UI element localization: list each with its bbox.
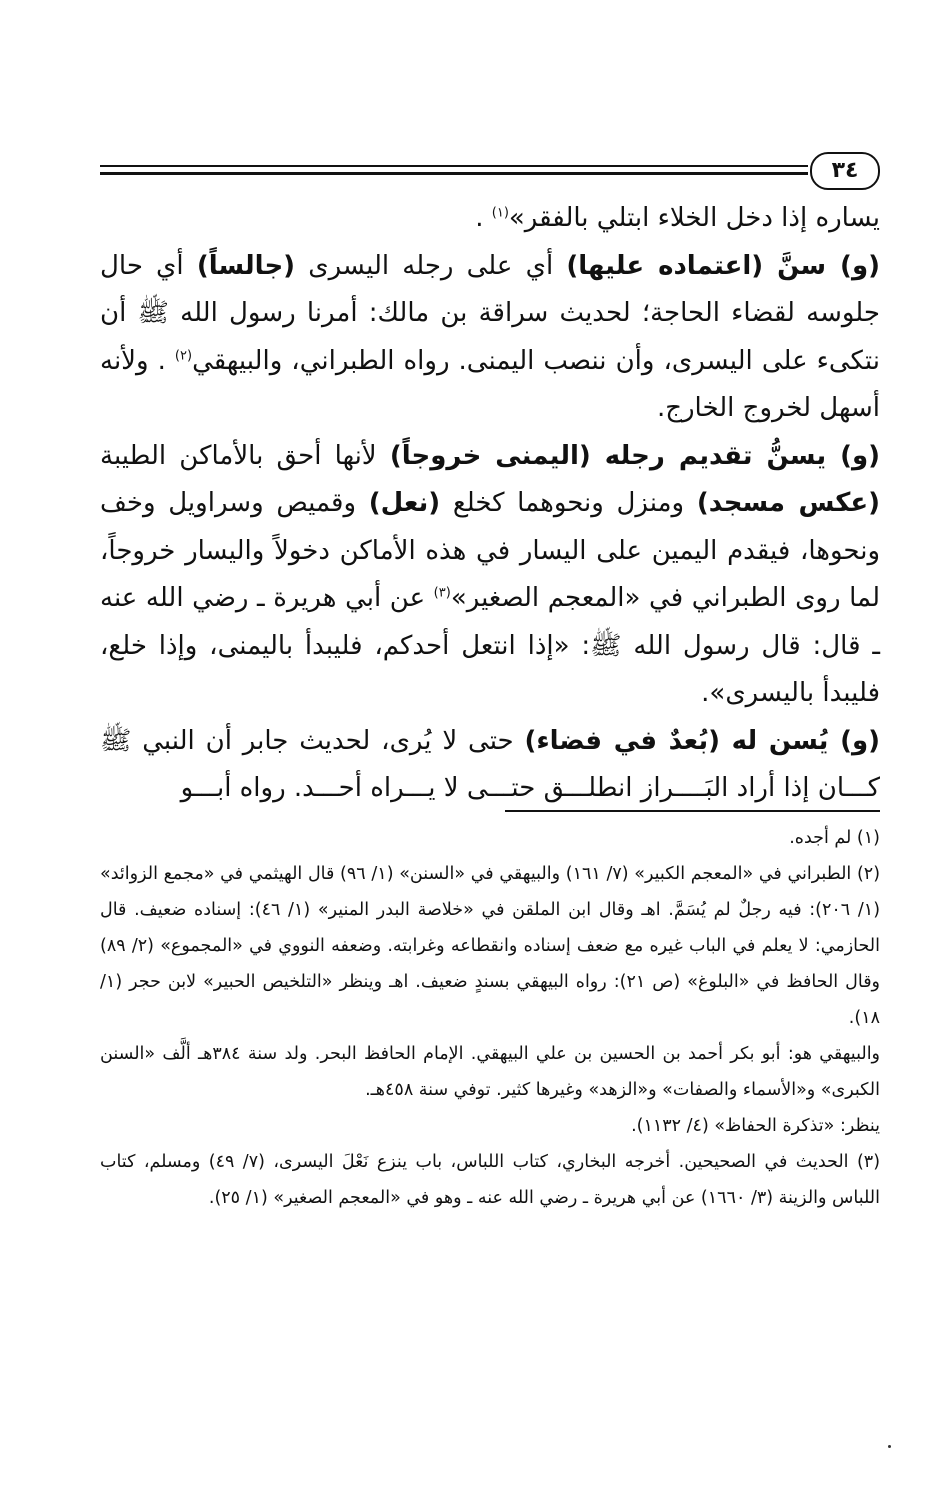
text-run: أي على رجله اليسرى <box>295 250 567 281</box>
footnotes <box>100 820 880 1216</box>
paragraph-2 <box>100 243 880 433</box>
paragraph-4 <box>100 718 880 813</box>
footnote-2-bio: والبيهقي هو: أبو بكر أحمد بن الحسين بن علي البيهقي. الإمام الحافظ البحر. ولد سنة ٣٨٤هـ ألَّف «السنن الكبرى» و«الأسماء والصفات» و«الزهد» وغيرها كثير. توفي سنة ٤٥٨هـ. <box>100 1044 881 1100</box>
footnote-2-see: ينظر: «تذكرة الحفاظ» (٤/ ١١٣٢). <box>631 1116 880 1136</box>
text-run: ومنزل ونحوهما كخلع <box>440 488 697 518</box>
footnote-2: (٢) الطبراني في «المعجم الكبير» (٧/ ١٦١) والبيهقي في «السنن» (١/ ٩٦) قال الهيثمي في «مجمع الزوائد» (١/ ٢٠٦): فيه رجلٌ لم يُسَمَّ. اهـ وقال ابن الملقن في «خلاصة البدر المنير» (١/ ٤٦): إسناده ضعيف. قال الحازمي: لا يعلم في الباب غيره مع ضعف إسناده وانقطاعه وغرابته. وضعفه النووي في «المجموع» (٢/ ٨٩) وقال الحافظ في «البلوغ» (ص ٢١): رواه البيهقي بسندٍ ضعيف. اهـ وينظر «التلخيص الحبير» لابن حجر (١/ ١٨). <box>100 864 881 1028</box>
text-run-bold: (اعتماده عليها) <box>566 250 764 281</box>
text-run-bold: (نعل) <box>368 488 441 518</box>
footnote-separator <box>505 810 880 812</box>
text-run-bold: (و) سنَّ <box>763 250 880 281</box>
text-run-bold: (بُعدٌ في فضاء) <box>524 725 721 756</box>
text-run-bold: (جالساً) <box>196 250 296 281</box>
text-run-bold: (عكس مسجد) <box>696 488 881 518</box>
text-run-bold: (و) يُسن له <box>720 725 881 756</box>
header-rule-bottom <box>100 172 808 175</box>
footnote-1: (١) لم أجده. <box>789 828 880 848</box>
text-run: أي حال جلوسه لقضاء الحاجة؛ لحديث سراقة بن مالك: أمرنا رسول الله ﷺ أن نتكىء على اليسرى، وأن ننصب اليمنى. رواه الطبراني، والبيهقي <box>100 250 881 376</box>
header-rule-top <box>100 165 808 167</box>
text-run: حتى لا يُرى، لحديث جابر أن النبي ﷺ كـــان إذا أراد البَــــراز انطلـــق حتـــى لا يـــراه أحـــد. رواه أبـــو <box>100 725 880 803</box>
text-run: يساره إذا دخل الخلاء ابتلي بالفقر» <box>508 203 880 233</box>
page-header <box>100 152 880 192</box>
footnote-ref-2[interactable]: (٢) <box>174 347 193 363</box>
text-run: لأنها أحق بالأماكن الطيبة <box>100 440 390 471</box>
text-run: عن أبي هريرة ـ رضي الله عنه ـ قال: قال رسول الله ﷺ: «إذا انتعل أحدكم، فليبدأ باليمنى، وإذا خلع، فليبدأ باليسرى». <box>100 583 880 708</box>
text-run-bold: (و) يسنُّ تقديم رجله <box>590 440 881 471</box>
footnote-ref-3[interactable]: (٣) <box>433 585 451 601</box>
text-run: وقميص وسراويل وخف ونحوها، فيقدم اليمين على اليسار في هذه الأماكن دخولاً واليسار خروجاً، لما روى الطبراني في «المعجم الصغير» <box>100 488 880 613</box>
main-text <box>100 195 880 813</box>
text-run: . <box>475 203 492 233</box>
page-speck <box>888 1445 891 1448</box>
page-number: ٣٤ <box>810 152 880 190</box>
paragraph-1 <box>100 195 880 243</box>
footnote-3: (٣) الحديث في الصحيحين. أخرجه البخاري، كتاب اللباس، باب ينزع نَعْلَ اليسرى، (٧/ ٤٩) ومسلم، كتاب اللباس والزينة (٣/ ١٦٦٠) عن أبي هريرة ـ رضي الله عنه ـ وهو في «المعجم الصغير» (١/ ٢٥). <box>100 1152 881 1208</box>
text-run: . ولأنه أسهل لخروج الخارج. <box>100 345 880 423</box>
text-run-bold: (اليمنى خروجاً) <box>389 440 591 471</box>
footnote-ref-1[interactable]: (١) <box>491 205 509 221</box>
paragraph-3 <box>100 433 880 718</box>
